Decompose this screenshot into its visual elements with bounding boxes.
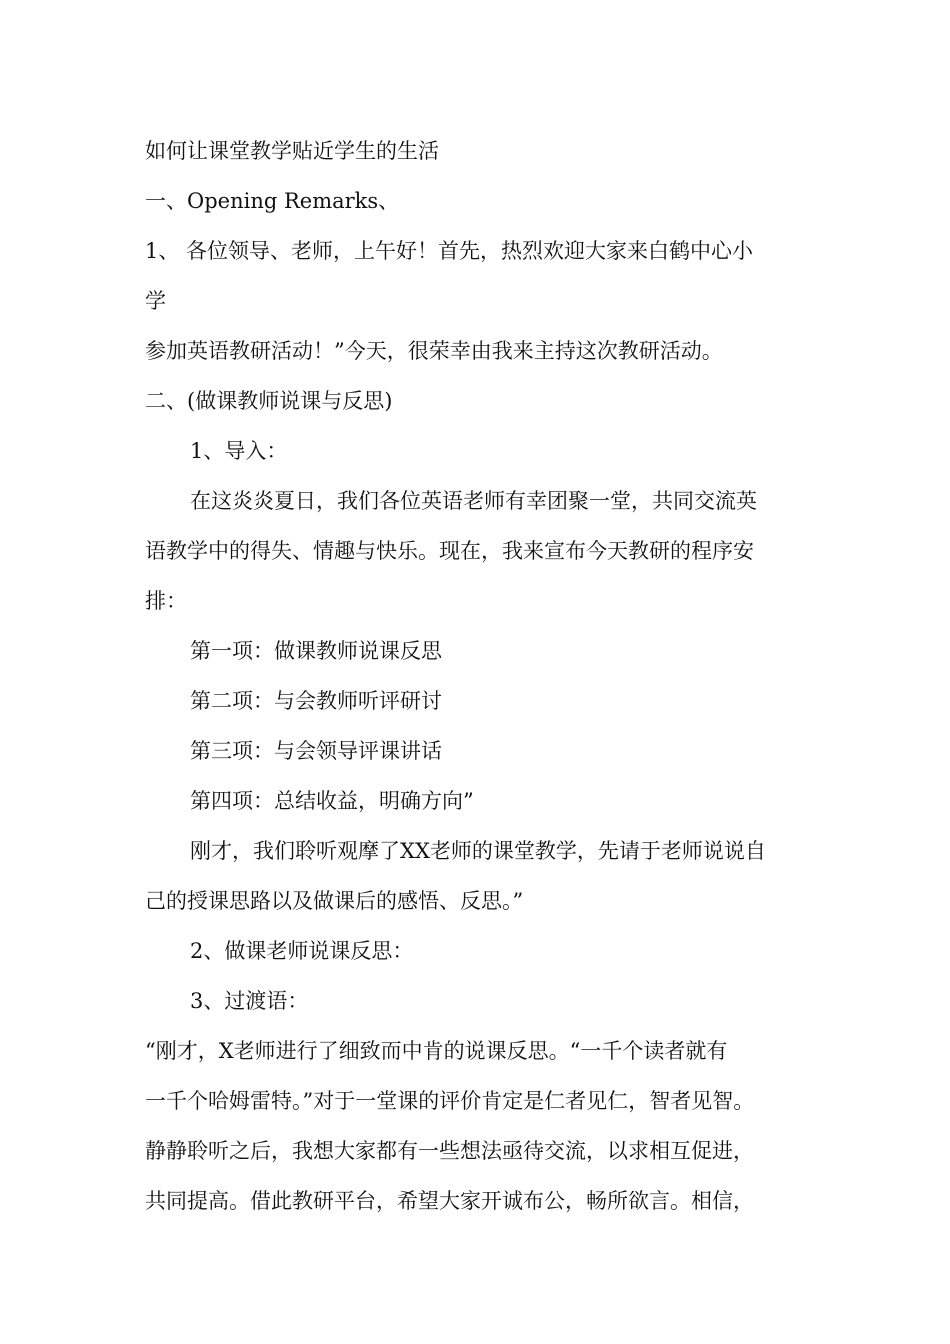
paragraph-line: 语教学中的得失、情趣与快乐。现在，我来宣布今天教研的程序安 [145,539,754,563]
paragraph-line: 参加英语教研活动！”今天，很荣幸由我来主持这次教研活动。 [145,339,723,363]
paragraph-line: 1、 各位领导、老师，上午好！首先，热烈欢迎大家来白鹤中心小 [145,239,754,263]
agenda-item-2: 第二项：与会教师听评研讨 [190,689,442,713]
paragraph-line: 己的授课思路以及做课后的感悟、反思。” [145,889,524,913]
section-heading-lesson-reflection: 二、(做课教师说课与反思) [145,389,393,413]
paragraph-line: 排： [145,589,187,613]
agenda-item-1: 第一项：做课教师说课反思 [190,639,442,663]
subheading-introduction: 1、导入： [190,439,288,463]
paragraph-line: 学 [145,289,166,313]
document-title: 如何让课堂教学贴近学生的生活 [145,139,439,163]
section-heading-opening: 一、Opening Remarks、 [145,189,400,213]
subheading-transition: 3、过渡语： [190,989,309,1013]
agenda-item-4: 第四项：总结收益，明确方向” [190,789,474,813]
paragraph-line: 静静聆听之后，我想大家都有一些想法亟待交流，以求相互促进， [145,1139,754,1163]
paragraph-line: 共同提高。借此教研平台，希望大家开诚布公，畅所欲言。相信， [145,1189,754,1213]
subheading-teacher-reflection: 2、做课老师说课反思： [190,939,414,963]
paragraph-line: 刚才，我们聆听观摩了XX老师的课堂教学，先请于老师说说自 [190,839,766,863]
paragraph-line: “刚才，X老师进行了细致而中肯的说课反思。“一千个读者就有 [145,1039,728,1063]
agenda-item-3: 第三项：与会领导评课讲话 [190,739,442,763]
paragraph-line: 在这炎炎夏日，我们各位英语老师有幸团聚一堂，共同交流英 [190,489,757,513]
paragraph-line: 一千个哈姆雷特。”对于一堂课的评价肯定是仁者见仁，智者见智。 [145,1089,755,1113]
